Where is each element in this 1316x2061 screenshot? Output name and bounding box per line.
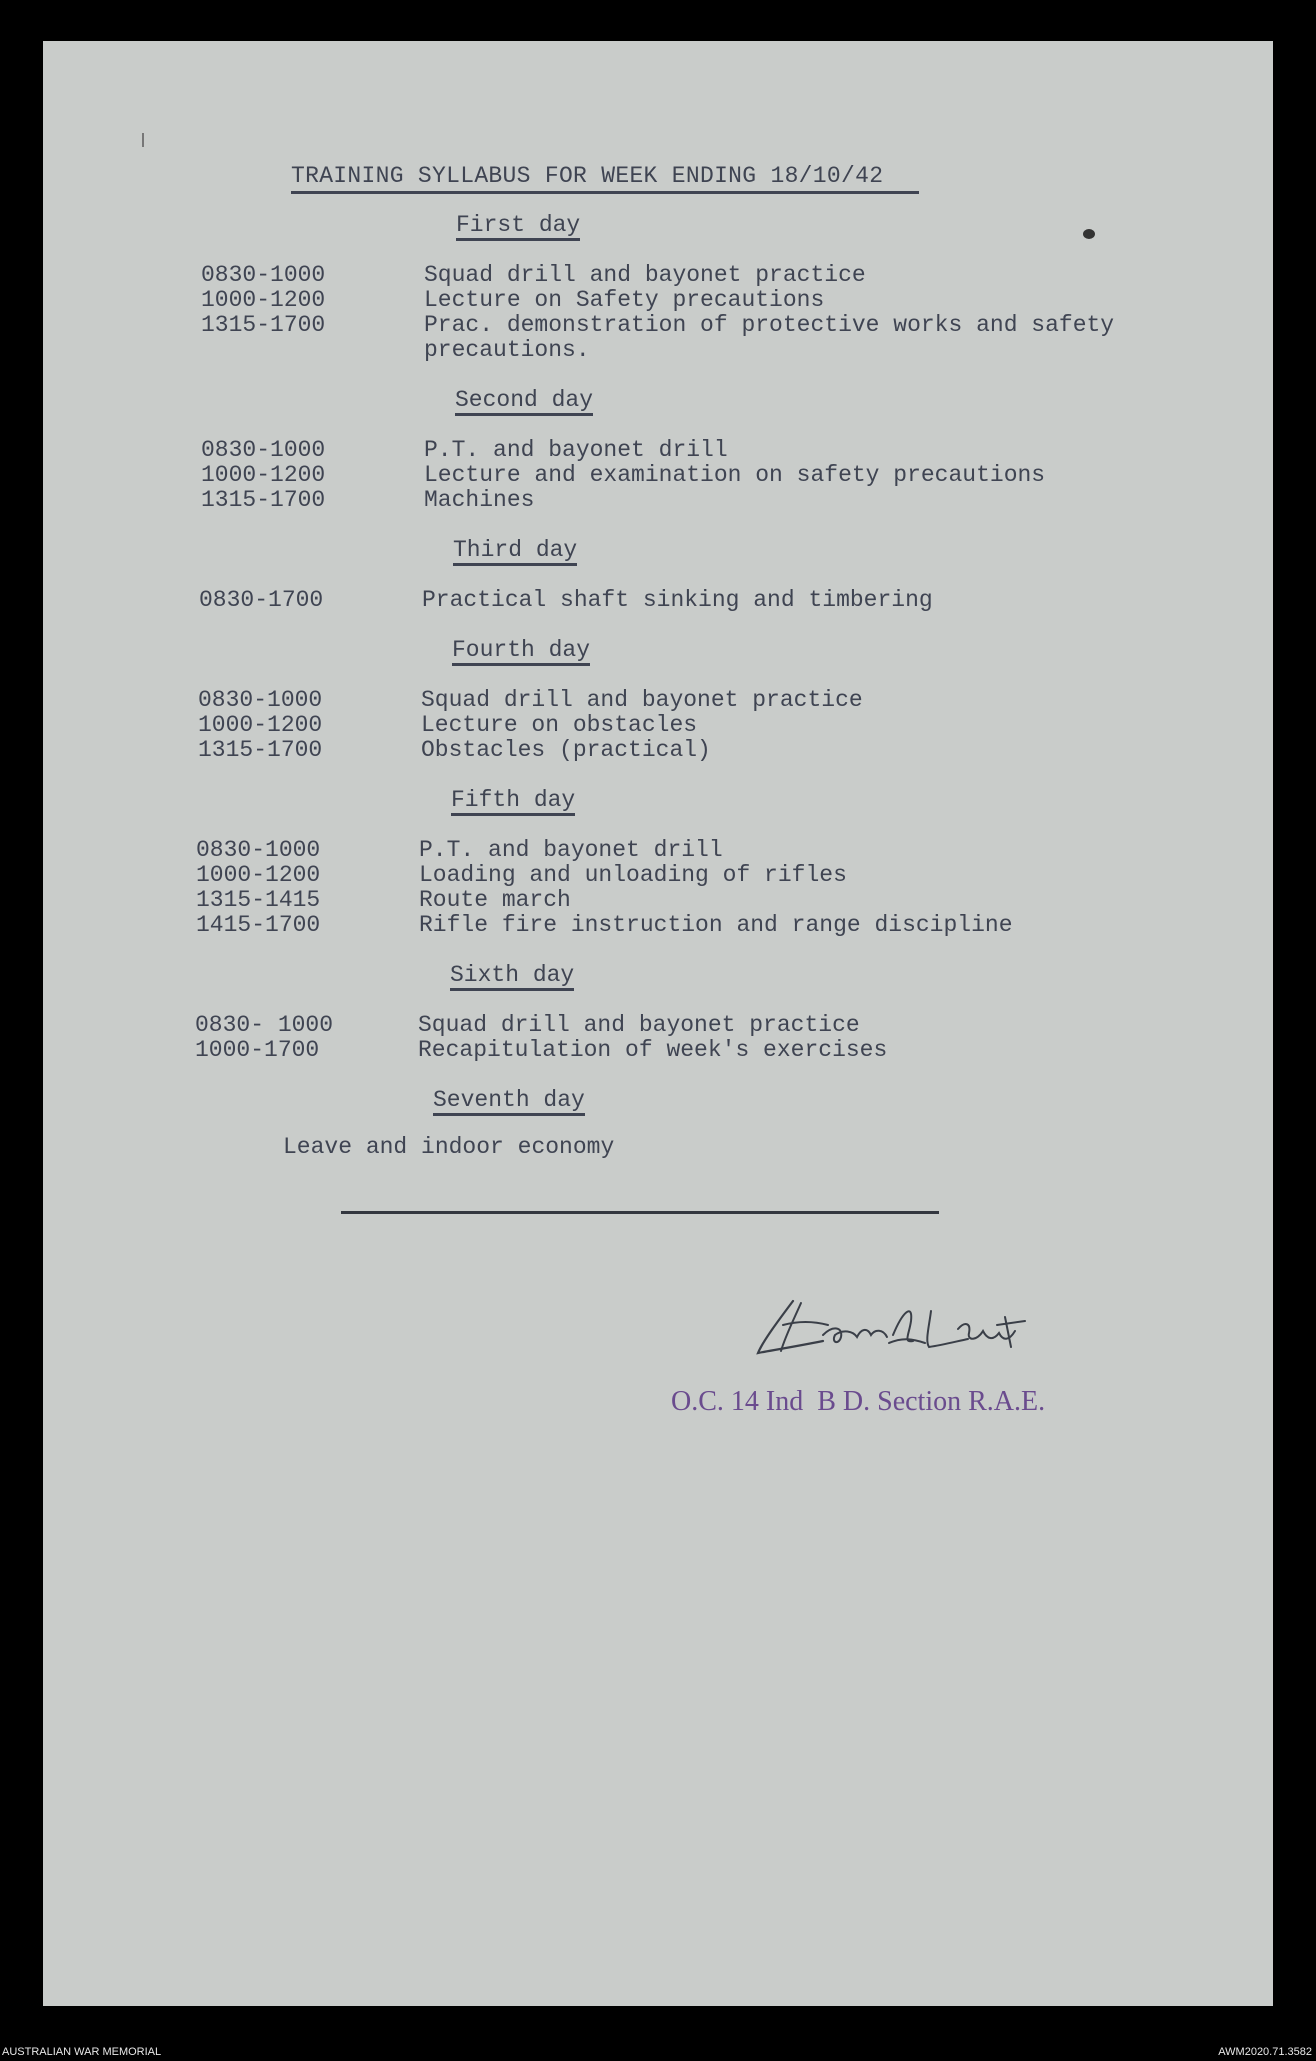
row-time: 1415-1700: [196, 912, 321, 938]
row-activity: Squad drill and bayonet practice: [418, 1012, 860, 1038]
day-heading-3: Third day: [453, 538, 577, 566]
row-time: 1315-1415: [196, 887, 321, 913]
row-activity: Lecture and examination on safety precautions: [424, 462, 1046, 488]
row-activity: Obstacles (practical): [421, 737, 711, 763]
footer-accession-number: AWM2020.71.3582: [1218, 2046, 1312, 2058]
row-activity: Squad drill and bayonet practice: [424, 262, 866, 288]
row-activity: Recapitulation of week's exercises: [418, 1037, 888, 1063]
row-activity: P.T. and bayonet drill: [419, 837, 723, 863]
row-activity: Squad drill and bayonet practice: [421, 687, 863, 713]
row-time: 0830-1000: [201, 437, 326, 463]
unit-stamp: O.C. 14 Ind B D. Section R.A.E.: [671, 1386, 1046, 1417]
row-activity: Route march: [419, 887, 571, 913]
row-activity: Lecture on obstacles: [421, 712, 698, 738]
day-heading-7: Seventh day: [433, 1088, 585, 1116]
row-time: 0830-1700: [199, 587, 324, 613]
closing-rule: [341, 1211, 939, 1214]
row-activity: Rifle fire instruction and range discipline: [419, 912, 1013, 938]
day-heading-2: Second day: [455, 388, 593, 416]
row-time: 0830- 1000: [195, 1012, 334, 1038]
row-time: 1315-1700: [198, 737, 323, 763]
document-page: [43, 41, 1273, 2006]
row-time: 0830-1000: [198, 687, 323, 713]
day-heading-1: First day: [456, 213, 580, 241]
row-activity: Practical shaft sinking and timbering: [422, 587, 933, 613]
row-activity: P.T. and bayonet drill: [424, 437, 728, 463]
row-time: 1000-1200: [196, 862, 321, 888]
row-time: 1000-1700: [195, 1037, 320, 1063]
row-time: 1315-1700: [201, 312, 326, 338]
row-time: 1000-1200: [198, 712, 323, 738]
row-time: 1000-1200: [201, 462, 326, 488]
day-heading-5: Fifth day: [451, 788, 575, 816]
row-time: 1315-1700: [201, 487, 326, 513]
row-time: 0830-1000: [201, 262, 326, 288]
title-underline: [291, 191, 919, 194]
row-time: 1000-1200: [201, 287, 326, 313]
row-time: 0830-1000: [196, 837, 321, 863]
document-title: TRAINING SYLLABUS FOR WEEK ENDING 18/10/42: [291, 163, 884, 189]
day-heading-4: Fourth day: [452, 638, 590, 666]
row-activity: Prac. demonstration of protective works and safety precautions.: [424, 312, 1115, 363]
row-activity: Lecture on Safety precautions: [424, 287, 825, 313]
paper-speck: [1083, 229, 1095, 239]
day-heading-6: Sixth day: [450, 963, 574, 991]
footer-institution: AUSTRALIAN WAR MEMORIAL: [2, 2046, 162, 2058]
seventh-day-text: Leave and indoor economy: [283, 1134, 615, 1160]
paper-mark: [139, 133, 144, 147]
row-activity: Machines: [424, 487, 535, 513]
handwritten-signature: [753, 1281, 1043, 1371]
row-activity: Loading and unloading of rifles: [419, 862, 847, 888]
